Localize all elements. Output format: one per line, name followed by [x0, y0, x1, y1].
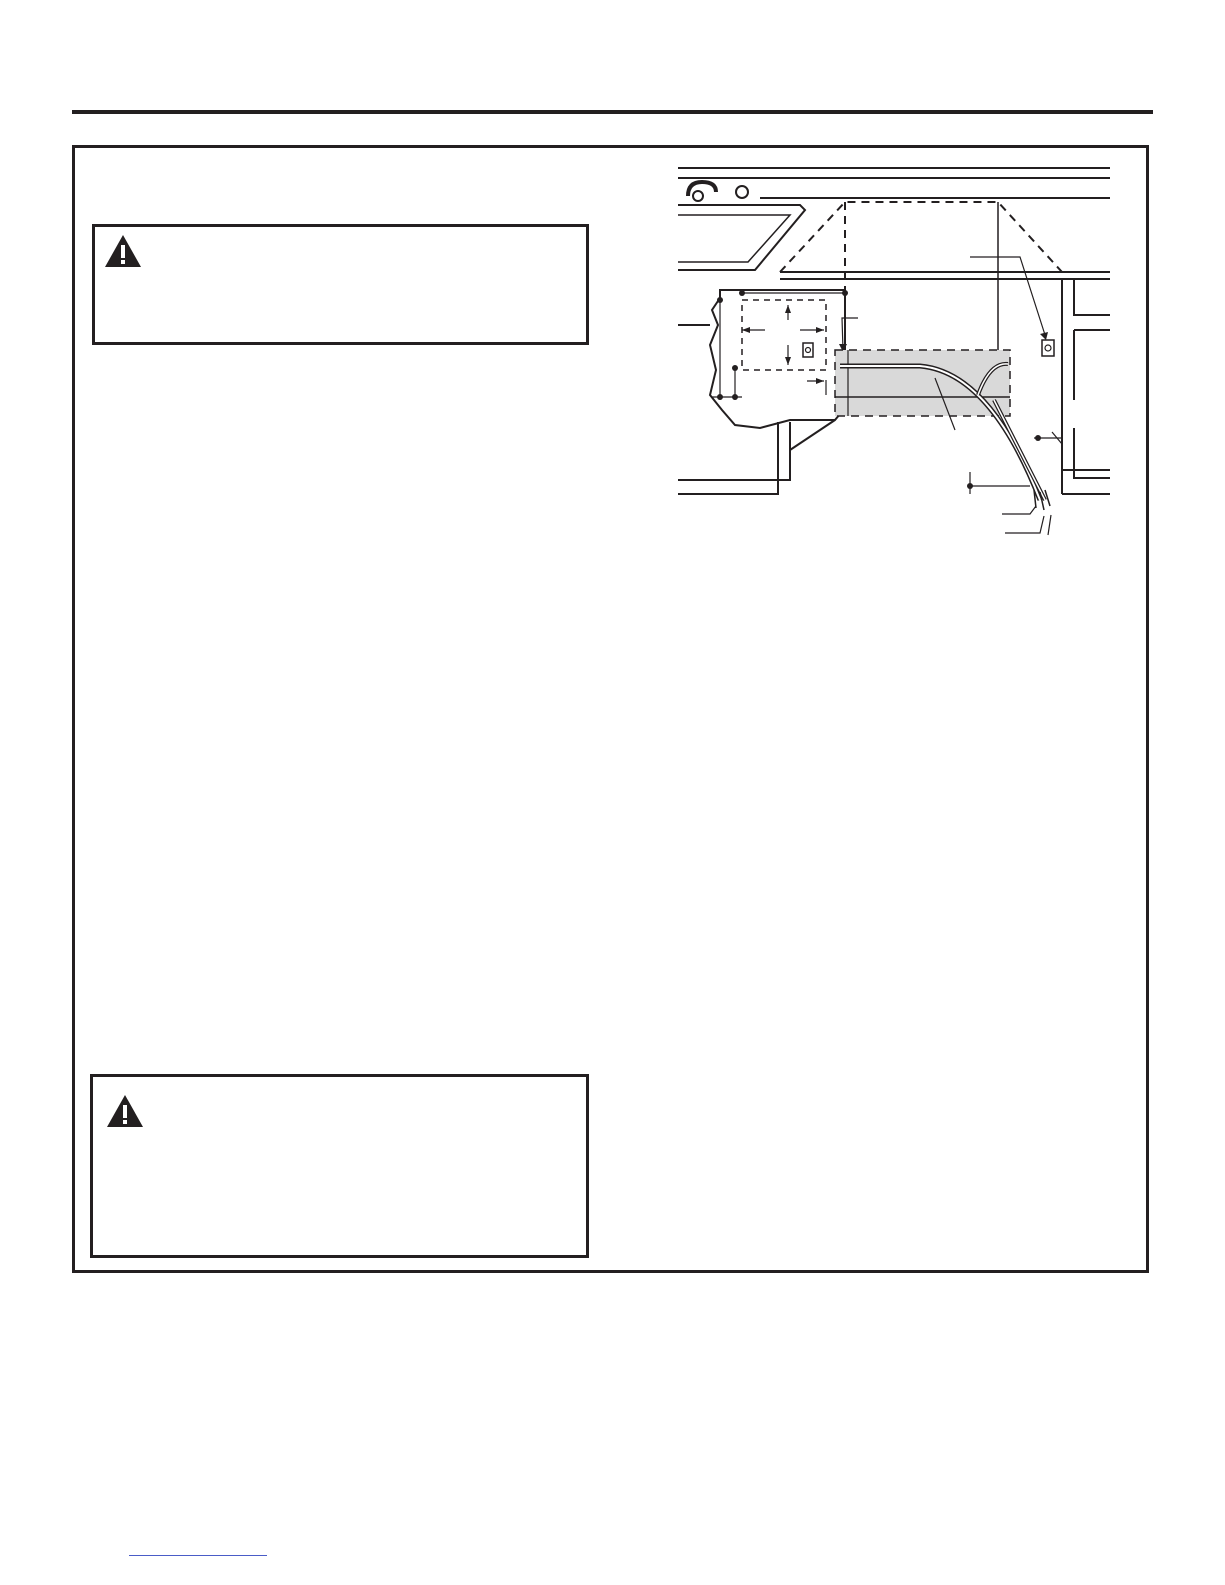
cutout-dashed-rect — [742, 300, 826, 370]
leader-line-wire-3 — [1048, 515, 1051, 535]
water-valve-box — [803, 343, 813, 357]
header-rule — [72, 110, 1153, 114]
water-valve — [806, 348, 811, 353]
leader-line-wire-1 — [1002, 506, 1036, 514]
warning-triangle-icon — [103, 233, 143, 269]
leader-line-top-right — [970, 257, 1046, 338]
faucet-knob-right — [736, 186, 748, 198]
right-cabinet — [1062, 279, 1110, 470]
right-cabinet-face — [1062, 420, 1110, 494]
left-cabinet-side — [790, 420, 835, 450]
outlet — [1045, 345, 1051, 351]
installation-diagram — [672, 162, 1114, 544]
warning-box-bottom — [90, 1074, 589, 1258]
left-lower-cabinet — [678, 422, 790, 480]
left-lower-cabinet-inner — [678, 422, 778, 494]
warning-box-top — [92, 224, 589, 345]
left-cabinet-cutaway — [710, 290, 845, 428]
faucet-knob-left — [693, 191, 703, 201]
outlet-box — [1042, 340, 1054, 356]
leader-line-wire-2 — [1005, 516, 1044, 533]
right-cabinet-inner — [1074, 279, 1110, 478]
sink-inner — [678, 215, 790, 262]
footer-link-underline[interactable] — [129, 1555, 267, 1556]
warning-triangle-icon — [105, 1093, 145, 1129]
opening-dashed-outline — [780, 202, 1062, 272]
